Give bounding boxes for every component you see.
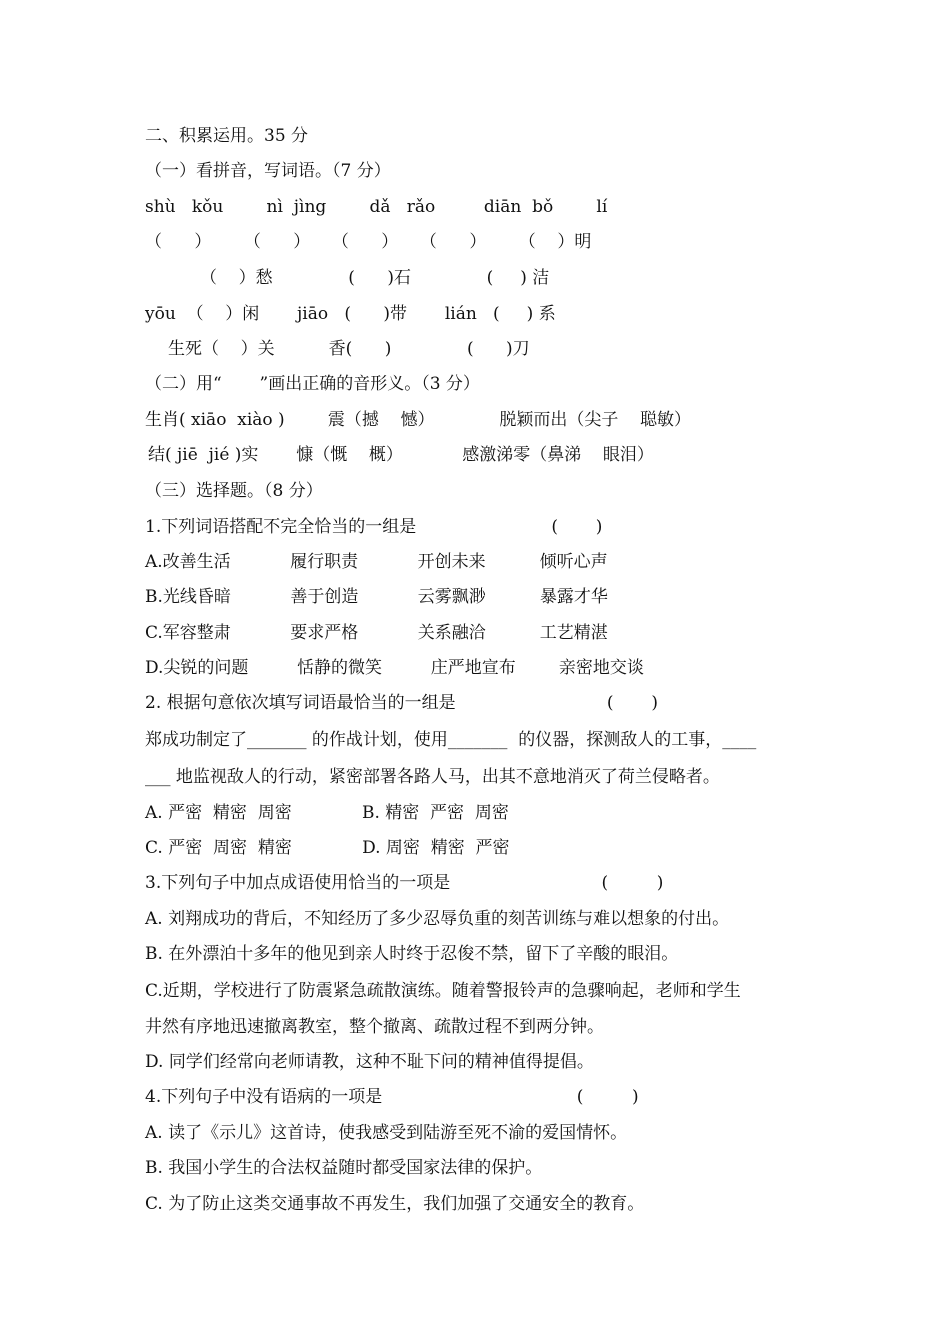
blank-row-2: （ ）愁 ( )石 ( ) 洁 xyxy=(200,268,550,288)
pinyin-row-2: yōu （ ）闲 jiāo ( )带 lián ( ) 系 xyxy=(145,304,556,324)
question-3-option-c-line-1: C.近期，学校进行了防震紧急疏散演练。随着警报铃声的急骤响起，老师和学生 xyxy=(145,981,741,1001)
pinyin-row-1: shù kǒu nì jìng dǎ rǎo diān bǒ lí xyxy=(145,197,608,217)
question-1-option-a: A.改善生活 履行职责 开创未来 倾听心声 xyxy=(145,552,608,572)
question-1: 1.下列词语搭配不完全恰当的一组是 ( ) xyxy=(145,517,603,537)
question-3-option-a: A. 刘翔成功的背后，不知经历了多少忍辱负重的刻苦训练与难以想象的付出。 xyxy=(145,909,730,929)
question-2-options-ab: A. 严密 精密 周密 B. 精密 严密 周密 xyxy=(145,803,509,823)
section-heading: 二、积累运用。35 分 xyxy=(145,126,309,146)
question-3-option-c-line-2: 井然有序地迅速撤离教室，整个撤离、疏散过程不到两分钟。 xyxy=(145,1017,604,1037)
question-2: 2. 根据句意依次填写词语最恰当的一组是 ( ) xyxy=(145,693,659,713)
question-2-options-cd: C. 严密 周密 精密 D. 周密 精密 严密 xyxy=(145,838,510,858)
question-3-option-b: B. 在外漂泊十多年的他见到亲人时终于忍俊不禁，留下了辛酸的眼泪。 xyxy=(145,944,679,964)
question-3-option-d: D. 同学们经常向老师请教，这种不耻下问的精神值得提倡。 xyxy=(145,1052,594,1072)
question-1-option-d: D.尖锐的问题 恬静的微笑 庄严地宣布 亲密地交谈 xyxy=(145,658,644,678)
question-4-option-c: C. 为了防止这类交通事故不再发生，我们加强了交通安全的教育。 xyxy=(145,1194,645,1214)
question-2-passage-line-1: 郑成功制定了_______ 的作战计划，使用_______ 的仪器，探测敌人的工事，____ xyxy=(145,730,757,750)
subsection-meaning-heading: （二）用“ ”画出正确的音形义。（3 分） xyxy=(145,374,480,394)
subsection-choice-heading: （三）选择题。（8 分） xyxy=(145,481,323,501)
question-3: 3.下列句子中加点成语使用恰当的一项是 ( ) xyxy=(145,873,664,893)
blank-row-3: 生死（ ）关 香( ) ( )刀 xyxy=(168,339,530,359)
subsection-pinyin-heading: （一）看拼音，写词语。（7 分） xyxy=(145,161,391,181)
question-4: 4.下列句子中没有语病的一项是 ( ) xyxy=(145,1087,639,1107)
question-1-option-c: C.军容整肃 要求严格 关系融洽 工艺精湛 xyxy=(145,623,608,643)
meaning-row-1: 生肖( xiāo xiào ) 震（撼 憾） 脱颖而出（尖子 聪敏） xyxy=(145,410,691,430)
blank-row-1: （ ） （ ） （ ） （ ） （ ）明 xyxy=(145,232,592,252)
question-4-option-a: A. 读了《示儿》这首诗，使我感受到陆游至死不渝的爱国情怀。 xyxy=(145,1123,628,1143)
question-2-passage-line-2: ___ 地监视敌人的行动，紧密部署各路人马，出其不意地消灭了荷兰侵略者。 xyxy=(145,767,720,787)
question-4-option-b: B. 我国小学生的合法权益随时都受国家法律的保护。 xyxy=(145,1158,543,1178)
question-1-option-b: B.光线昏暗 善于创造 云雾飘渺 暴露才华 xyxy=(145,587,608,607)
meaning-row-2: 结( jiē jié )实 慷（慨 概） 感激涕零（鼻涕 眼泪） xyxy=(148,445,654,465)
